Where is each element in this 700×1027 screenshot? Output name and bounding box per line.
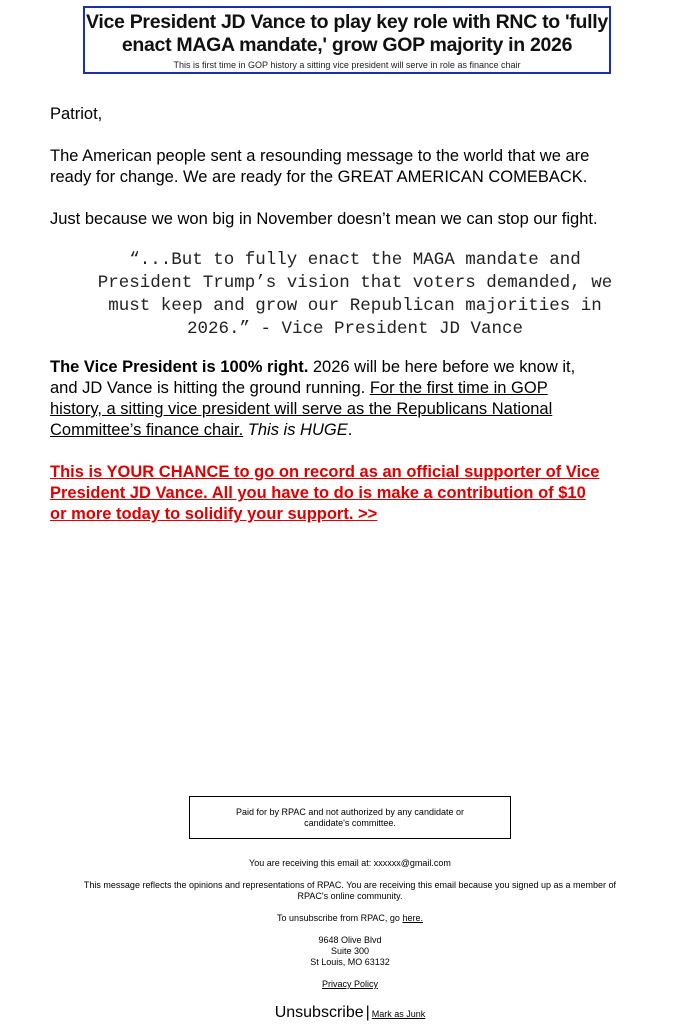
opinions-notice [50, 880, 650, 902]
contribute-cta-link[interactable] [50, 462, 660, 525]
banner-headline-line2: enact MAGA mandate,' grow GOP majority in 2026 [121, 34, 573, 56]
vp-bold-statement: The Vice President is 100% right. [50, 358, 309, 376]
quote-line3: must keep and grow our Republican majorities in [108, 296, 602, 316]
quote-line2: President Trump’s vision that voters demanded, we [97, 273, 613, 293]
vp-paragraph [50, 357, 660, 441]
address-line2: Suite 300 [330, 946, 370, 956]
header-banner[interactable] [83, 6, 611, 74]
bottom-actions [50, 1004, 650, 1021]
unsubscribe-here-link[interactable]: here. [402, 913, 423, 923]
cta-line3[interactable]: or more today to solidify your support. >> [50, 505, 378, 523]
unsubscribe-text: To unsubscribe from RPAC, go [277, 913, 403, 923]
privacy-policy-row [50, 979, 650, 990]
fight-paragraph: Just because we won big in November doesn’t mean we can stop our fight. [50, 210, 598, 228]
mark-as-junk-link[interactable]: Mark as Junk [371, 1009, 426, 1019]
receiving-notice: You are receiving this email at: xxxxxx@gmail.com [249, 858, 451, 868]
vance-quote [50, 249, 660, 341]
vp-line2-underlined: For the first time in GOP [369, 379, 548, 397]
vp-line2 [50, 378, 660, 399]
opinions-line1: This message reflects the opinions and representations of RPAC. You are receiving this email because you signed up as a member of [83, 880, 617, 890]
privacy-policy-link[interactable]: Privacy Policy [321, 979, 378, 989]
separator: | [365, 1004, 370, 1021]
message-line2: ready for change. We are ready for the GREAT AMERICAN COMEBACK. [50, 168, 588, 186]
paid-line1: Paid for by RPAC and not authorized by any candidate or [236, 807, 464, 817]
vp-line4 [50, 420, 660, 441]
opinions-line2: RPAC's online community. [297, 891, 403, 901]
cta-line2[interactable]: President JD Vance. All you have to do is make a contribution of $10 [50, 484, 586, 502]
unsubscribe-link[interactable]: Unsubscribe [274, 1004, 364, 1021]
banner-headline [85, 11, 609, 57]
quote-line1: “...But to fully enact the MAGA mandate and [129, 250, 581, 270]
address-line3: St Louis, MO 63132 [310, 957, 390, 967]
vp-line1-rest: 2026 will be here before we know it, [308, 358, 576, 376]
vp-line2-plain: and JD Vance is hitting the ground running. [50, 379, 370, 397]
vp-line4-underlined: Committee’s finance chair. [50, 421, 244, 439]
unsubscribe-notice [50, 913, 650, 924]
paid-line2: candidate's committee. [304, 818, 396, 828]
vp-line1 [50, 357, 660, 378]
address-line1: 9648 Olive Blvd [318, 935, 382, 945]
salutation: Patriot, [50, 105, 103, 123]
vp-end: . [347, 421, 353, 439]
quote-line4: 2026.” - Vice President JD Vance [186, 319, 524, 339]
message-line1: The American people sent a resounding message to the world that we are [50, 147, 590, 165]
paid-for-disclaimer [189, 796, 511, 839]
banner-headline-line1: Vice President JD Vance to play key role with RNC to 'fully [86, 11, 608, 33]
vp-italic-huge: This is HUGE [247, 421, 348, 439]
banner-subheadline: This is first time in GOP history a sitting vice president will serve in role as finance chair [173, 60, 521, 70]
message-paragraph [50, 146, 660, 188]
vp-line3-underlined: history, a sitting vice president will serve as the Republicans National [50, 400, 553, 418]
cta-line1[interactable]: This is YOUR CHANCE to go on record as an official supporter of Vice [50, 463, 600, 481]
mailing-address [50, 935, 650, 968]
